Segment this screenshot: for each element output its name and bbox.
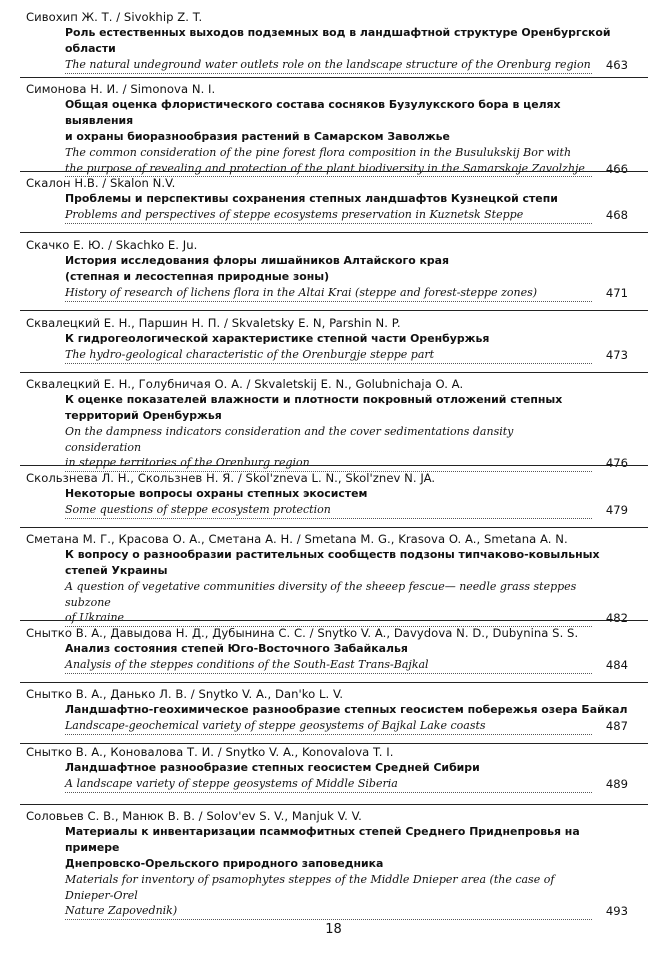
entry-page-number: 482 [605,611,628,625]
entry-page-number: 476 [605,456,628,470]
entry-title-ru: Ландшафтное разнообразие степных геосистем Средней Сибири [65,761,480,774]
toc-entry [26,316,628,364]
entry-authors: Сквалецкий Е. Н., Голубничая О. А. / Skvaletskij E. N., Golubnichaja O. A. [26,377,464,391]
entry-title-en: The hydro-geological characteristic of the Orenburgje steppe part [65,347,592,364]
entry-authors: Сивохип Ж. Т. / Sivokhip Z. T. [26,10,203,24]
entry-authors: Скользнева Л. Н., Скользнев Н. Я. / Skol'zneva L. N., Skol'znev N. JA. [26,471,436,485]
entry-title-en-row [65,285,628,302]
entry-page-number: 471 [605,286,628,300]
toc-entry [26,176,628,224]
entry-title-en: Analysis of the steppes conditions of the South-East Trans-Bajkal [65,657,592,674]
entry-title-ru: История исследования флоры лишайников Алтайского края (степная и лесостепная природные зоны) [65,254,450,283]
entry-title-en: A landscape variety of steppe geosystems of Middle Siberia [65,776,592,793]
entry-title-ru: К оценке показателей влажности и плотности покровный отложений степных территорий Оренбуржья [65,393,563,422]
entry-title-en: The common consideration of the pine forest flora composition in the Busulukskij Bor with the purpose of revealing and protection of the plant biodiversity in the Samarskoje Zavolzhje [65,145,592,177]
separator-line [20,465,648,466]
separator-line [20,171,648,172]
toc-entry [26,809,628,920]
separator-line [20,682,648,683]
entry-title-en: Materials for inventory of psamophytes steppes of the Middle Dnieper area (the case of Dnieper-Orel Nature Zapovednik) [65,872,592,920]
entry-authors: Соловьев С. В., Манюк В. В. / Solov'ev S. V., Manjuk V. V. [26,809,362,823]
entry-title-en: A question of vegetative communities diversity of the sheeep fescue— needle grass steppes subzone of Ukraine [65,579,592,627]
entry-authors: Скачко Е. Ю. / Skachko E. Ju. [26,238,198,252]
entry-title-en: Landscape-geochemical variety of steppe geosystems of Bajkal Lake coasts [65,718,592,735]
entry-title-ru: Анализ состояния степей Юго-Восточного Забайкалья [65,642,408,655]
entry-title-en-row [65,776,628,793]
separator-line [20,372,648,373]
entry-title-en-row [65,347,628,364]
entry-page-number: 466 [605,161,628,176]
toc-entry [26,626,628,674]
entry-title-ru: К гидрогеологической характеристике степной части Оренбуржья [65,332,490,345]
entry-title-en: The natural undeground water outlets role on the landscape structure of the Orenburg region [65,57,592,74]
entry-title-ru: К вопросу о разнообразии растительных сообществ подзоны типчаково-ковыльных степей Украины [65,548,600,577]
entry-title-en: Some questions of steppe ecosystem protection [65,502,592,519]
entry-title-en-row [65,207,628,224]
toc-entry [26,82,628,177]
separator-line [20,310,648,311]
entry-page-number: 484 [605,658,628,672]
entry-title-ru: Некоторые вопросы охраны степных экосистем [65,487,368,500]
entry-title-en-row [65,872,628,920]
entry-page-number: 493 [605,904,628,918]
entry-page-number: 489 [605,777,628,791]
separator-line [20,804,648,805]
entry-title-en-row [65,718,628,735]
entry-page-number: 479 [605,503,628,517]
entry-title-en: On the dampness indicators consideration and the cover sedimentations dansity consideration in steppe territories of the Orenburg region [65,424,592,472]
toc-entry [26,471,628,519]
entry-title-en-row [65,502,628,519]
entry-page-number: 487 [605,719,628,733]
entry-authors: Сквалецкий Е. Н., Паршин Н. П. / Skvaletsky E. N, Parshin N. P. [26,316,401,330]
entry-authors: Скалон Н.В. / Skalon N.V. [26,176,176,190]
separator-line [20,743,648,744]
entry-authors: Сметана М. Г., Красова О. А., Сметана А. Н. / Smetana M. G., Krasova O. A., Smetana A. N. [26,532,568,546]
entry-authors: Сныткo В. А., Давыдова Н. Д., Дубынина С. С. / Snytko V. A., Davydova N. D., Dubynina S. S. [26,626,579,640]
entry-title-ru: Проблемы и перспективы сохранения степных ландшафтов Кузнецкой степи [65,192,558,205]
entry-authors: Симонова Н. И. / Simonova N. I. [26,82,216,96]
entry-title-en-row [65,145,628,177]
toc-entry [26,238,628,302]
toc-entry [26,687,628,735]
entry-title-ru: Ландшафтно-геохимическое разнообразие степных геосистем побережья озера Байкал [65,703,628,716]
page-number: 18 [325,922,342,937]
toc-entry [26,10,628,74]
entry-page-number: 473 [605,348,628,362]
entry-title-en-row [65,57,628,74]
separator-line [20,620,648,621]
toc-entry [26,745,628,793]
separator-line [20,527,648,528]
entry-title-en-row [65,657,628,674]
entry-title-ru: Материалы к инвентаризации псаммофитных степей Среднего Приднепровья на примере Днепровско-Орельского природного заповедника [65,825,580,870]
entry-title-ru: Роль естественных выходов подземных вод в ландшафтной структуре Оренбургской области [65,26,611,55]
entry-page-number: 463 [605,58,628,72]
toc-entry [26,532,628,627]
separator-line [20,232,648,233]
entry-authors: Сныткo В. А., Коновалова Т. И. / Snytko V. A., Konovalova T. I. [26,745,394,759]
entry-title-en: Problems and perspectives of steppe ecosystems preservation in Kuznetsk Steppe [65,207,592,224]
separator-line [20,77,648,78]
entry-authors: Сныткo В. А., Данько Л. В. / Snytko V. A., Dan'ko L. V. [26,687,344,701]
toc-entry [26,377,628,472]
entry-page-number: 468 [605,208,628,222]
entry-title-en: History of research of lichens flora in the Altai Krai (steppe and forest-steppe zones) [65,285,592,302]
entry-title-ru: Общая оценка флористического состава сосняков Бузулукского бора в целях выявления и охраны биоразнообразия растений в Самарском Заволжье [65,98,561,143]
